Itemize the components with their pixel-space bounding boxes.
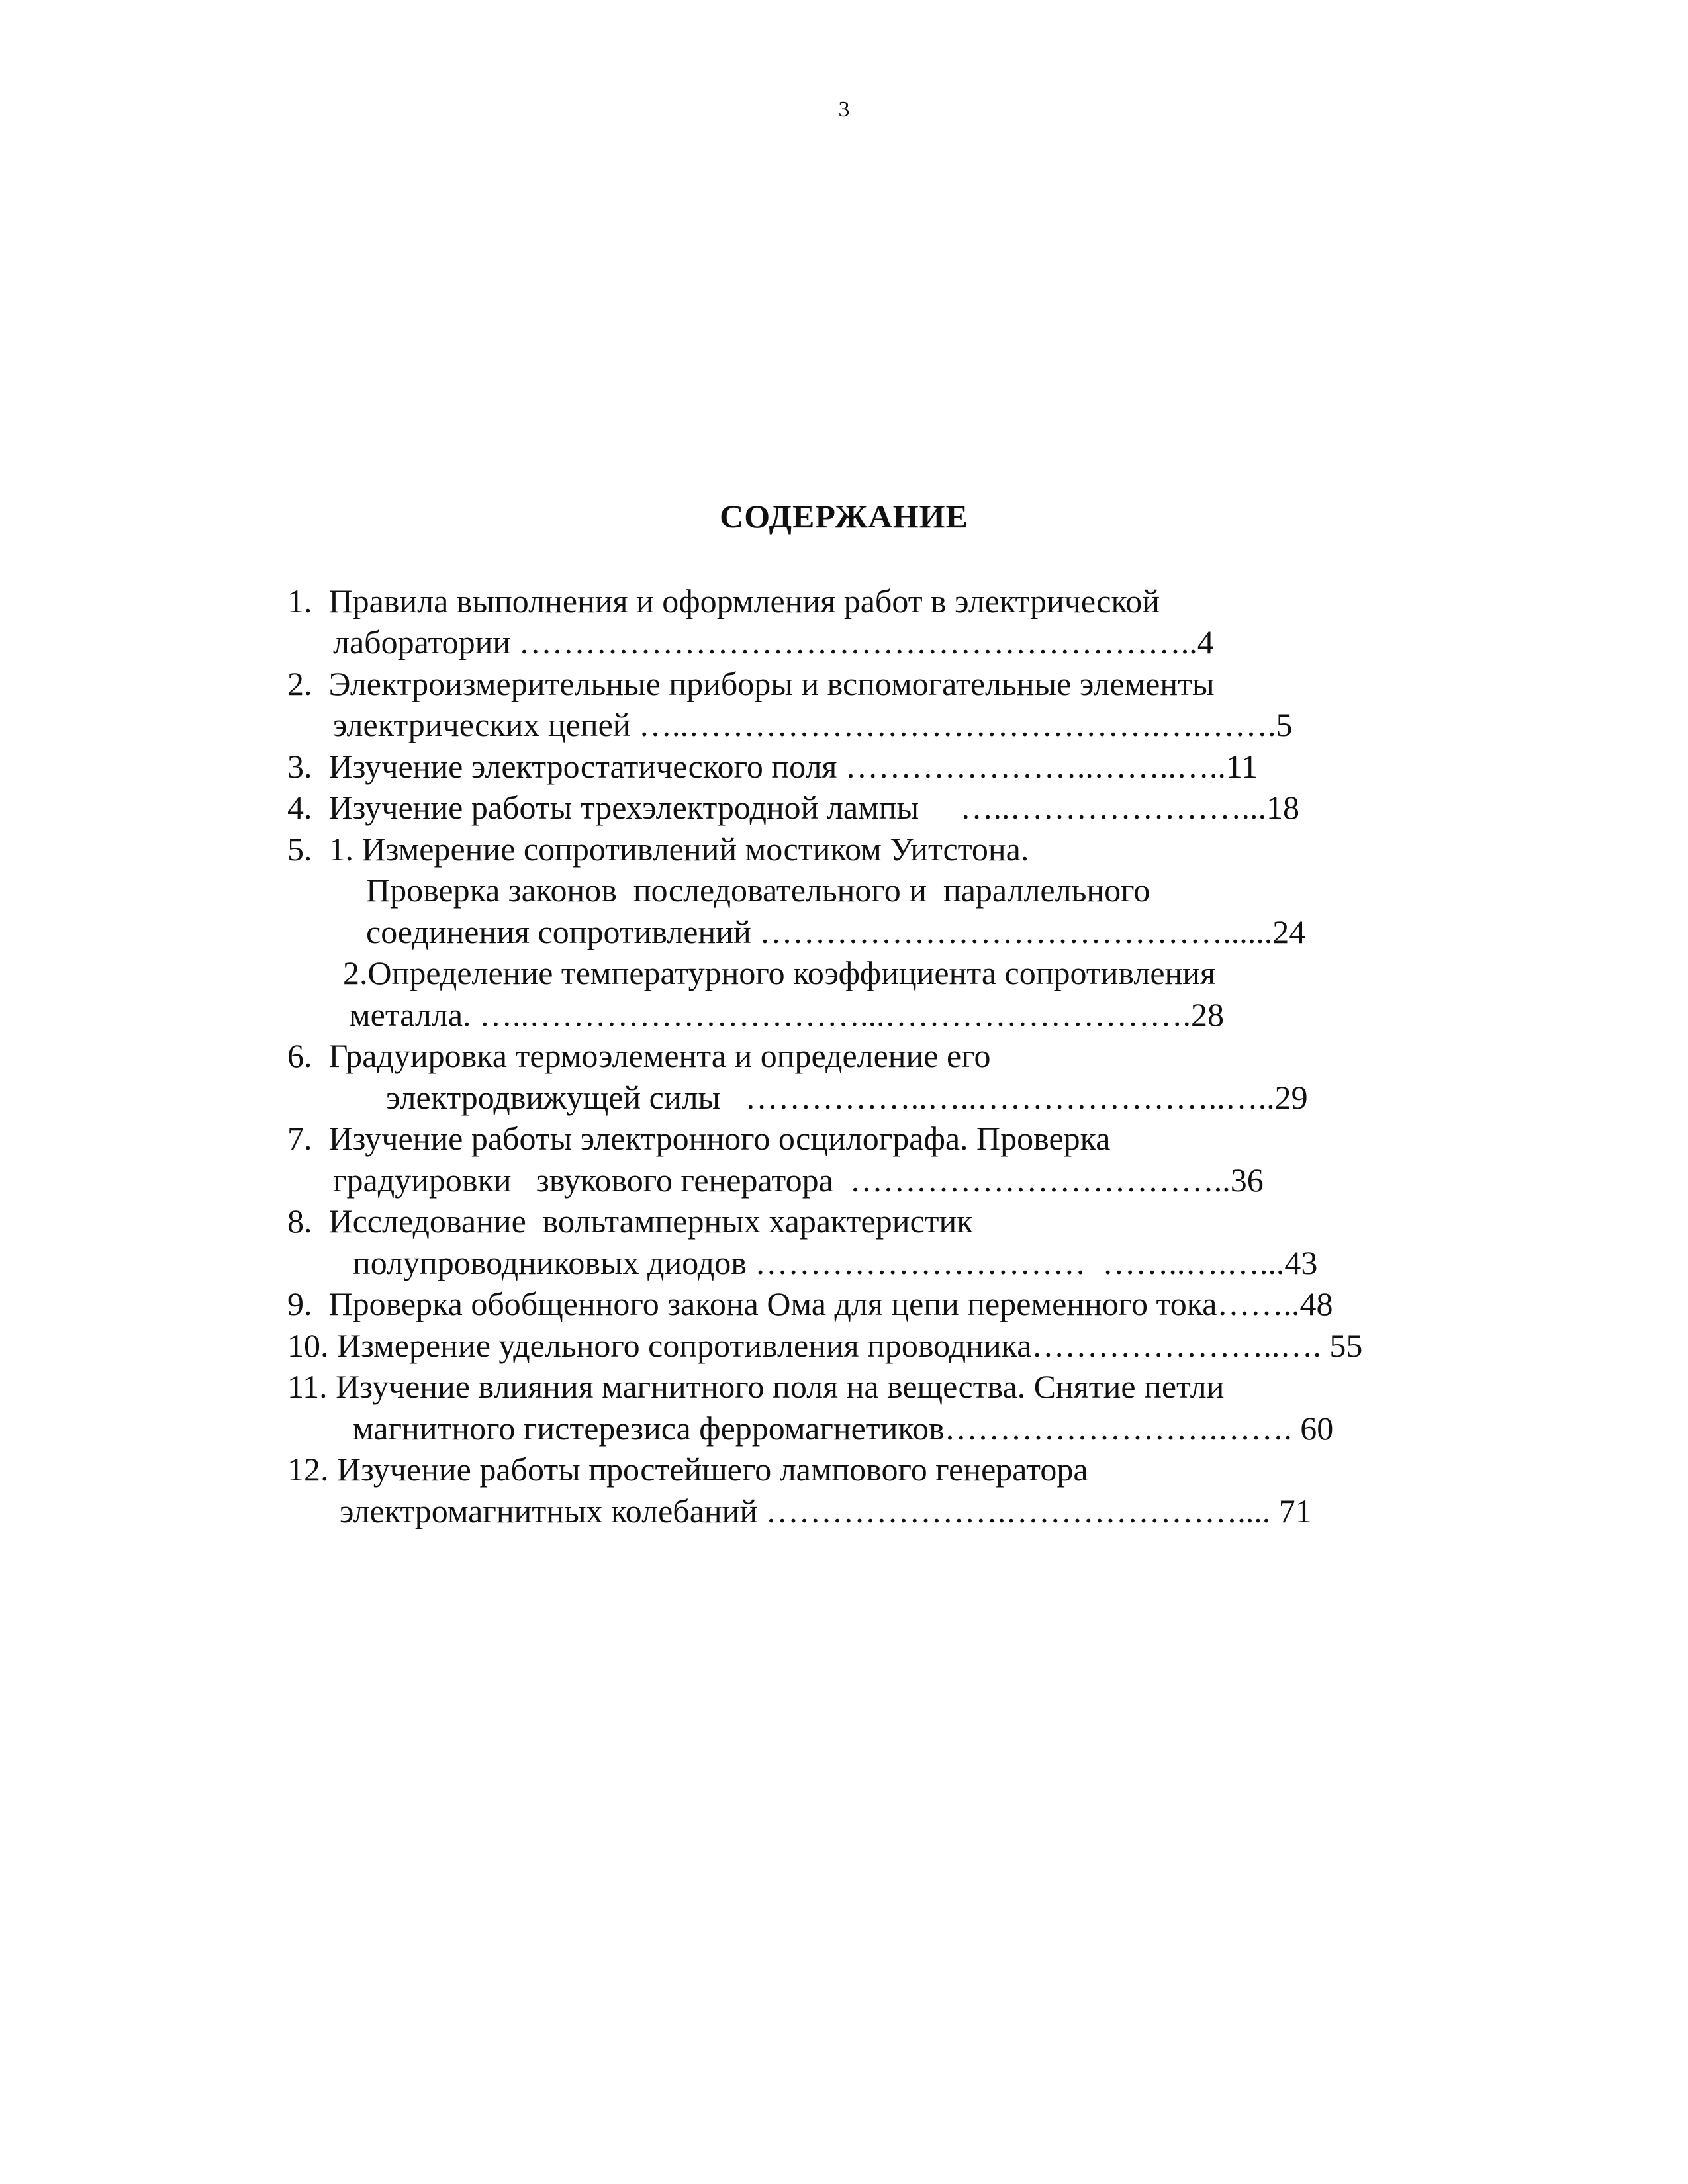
toc-entry-5-2-title: 2.Определение температурного коэффициента сопротивления [343,954,1216,991]
toc-entry-1-continuation: лаборатории ……………………………………………………..4 [333,623,1214,660]
toc-entry-3: 3. Изучение электростатического поля …………………..……..…..11 [287,748,1258,785]
toc-entry-1-title: 1. Правила выполнения и оформления работ в электрической [287,582,1160,619]
toc-entry-8-title: 8. Исследование вольтамперных характеристик [287,1203,973,1240]
toc-entry-7-continuation: градуировки звукового генератора ……………………………..36 [333,1161,1264,1199]
toc-entry-5-1-line-2: Проверка законов последовательного и параллельного [366,872,1150,909]
toc-title: СОДЕРЖАНИЕ [720,498,968,535]
toc-entry-12-title: 12. Изучение работы простейшего лампового генератора [287,1451,1088,1488]
toc-entry-5-1-title: 5. 1. Измерение сопротивлений мостиком Уитстона. [287,831,1029,868]
page-number: 3 [838,97,850,122]
toc-entry-2-continuation: электрических цепей …..…………………………………….….…….5 [333,706,1293,743]
toc-entry-9: 9. Проверка обобщенного закона Ома для цепи переменного тока……..48 [287,1285,1333,1322]
toc-entry-5-1-line-3: соединения сопротивлений ……………………………………......24 [366,913,1306,950]
toc-entry-11-title: 11. Изучение влияния магнитного поля на вещества. Снятие петли [287,1368,1225,1405]
toc-entry-11-continuation: магнитного гистерезиса ферромагнетиков…………………….……. 60 [353,1410,1334,1447]
toc-entry-6-title: 6. Градуировка термоэлемента и определение его [287,1037,991,1074]
toc-entry-8-continuation: полупроводниковых диодов ………………………… ……..….…...43 [353,1244,1318,1281]
toc-entry-4: 4. Изучение работы трехэлектродной лампы …..…………………...18 [287,789,1300,826]
toc-entry-10: 10. Измерение удельного сопротивления проводника…………………..…. 55 [287,1327,1363,1364]
toc-entry-7-title: 7. Изучение работы электронного осцилографа. Проверка [287,1120,1111,1157]
toc-entry-12-continuation: электромагнитных колебаний ………………….………………….... 71 [340,1492,1312,1529]
toc-entry-6-continuation: электродвижущей силы ……………..…..…………………..…..29 [386,1079,1308,1116]
toc-entry-2-title: 2. Электроизмерительные приборы и вспомогательные элементы [287,665,1215,702]
toc-entry-5-2-continuation: металла. …..…………………………...……………………….28 [350,996,1225,1033]
